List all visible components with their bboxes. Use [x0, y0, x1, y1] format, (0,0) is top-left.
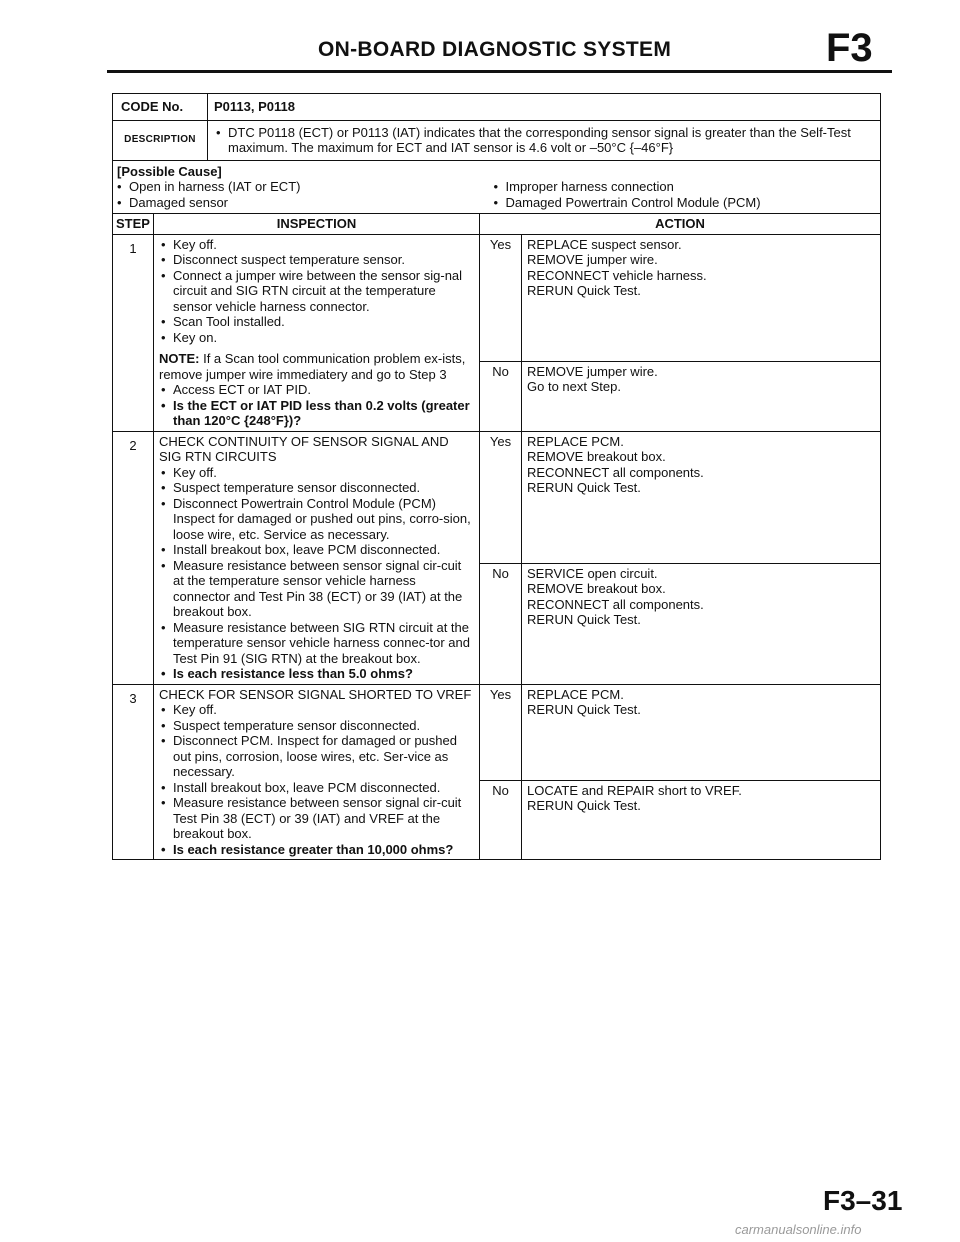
action-cell — [522, 431, 881, 563]
description-text: • DTC P0118 (ECT) or P0113 (IAT) indicates that the corresponding sensor signal is greater than the Self-Test maximum. The maximum for ECT and IAT sensor is 4.6 volt or –50°C {–46°F} — [214, 125, 874, 156]
action-line: RERUN Quick Test. — [527, 702, 641, 717]
step-number: 2 — [113, 431, 154, 684]
diagnostic-table — [112, 93, 881, 860]
header-rule — [107, 70, 892, 73]
code-label: CODE No. — [113, 94, 208, 121]
action-line: RERUN Quick Test. — [527, 480, 641, 495]
action-line: SERVICE open circuit. — [527, 565, 658, 581]
yes-label: Yes — [480, 684, 522, 780]
inspection-item: • Suspect temperature sensor disconnected. — [159, 718, 474, 734]
cause-item: • Damaged Powertrain Control Module (PCM) — [492, 195, 872, 211]
no-label: No — [480, 361, 522, 431]
column-step-header: STEP — [113, 214, 154, 235]
possible-cause-title: [Possible Cause] — [117, 163, 222, 179]
description-row — [113, 120, 881, 160]
table-row — [113, 684, 881, 780]
action-cell — [522, 684, 881, 780]
action-line: REMOVE jumper wire. — [527, 252, 658, 267]
column-action-header: ACTION — [480, 214, 881, 235]
page-number: F3–31 — [823, 1185, 903, 1216]
no-label: No — [480, 780, 522, 860]
action-line: REMOVE breakout box. — [527, 581, 666, 596]
inspection-item: • Key off. — [159, 465, 474, 481]
no-label: No — [480, 563, 522, 684]
inspection-item: • Key on. — [159, 330, 474, 346]
inspection-question: • Is each resistance less than 5.0 ohms? — [159, 666, 474, 682]
action-line: REPLACE PCM. — [527, 433, 624, 449]
possible-cause-cell — [113, 160, 881, 214]
action-line: RERUN Quick Test. — [527, 798, 641, 813]
inspection-item: • Disconnect suspect temperature sensor. — [159, 252, 474, 268]
table-row — [113, 431, 881, 563]
yes-label: Yes — [480, 431, 522, 563]
action-line: REPLACE PCM. — [527, 686, 624, 702]
table-row — [113, 234, 881, 361]
action-cell — [522, 361, 881, 431]
watermark: carmanualsonline.info — [735, 1222, 862, 1237]
code-row — [113, 94, 881, 121]
cause-item: • Damaged sensor — [115, 195, 495, 211]
inspection-item: • Measure resistance between sensor signal cir-cuit at the temperature sensor vehicle harness connector and Test Pin 38 (ECT) or 39 (IAT) at the breakout box. — [159, 558, 474, 620]
code-value: P0113, P0118 — [208, 94, 881, 121]
note-label: NOTE: — [159, 351, 200, 366]
inspection-item: • Suspect temperature sensor disconnected. — [159, 480, 474, 496]
inspection-item: • Measure resistance between SIG RTN circuit at the temperature sensor vehicle harness connec-tor and Test Pin 91 (SIG RTN) at the breakout box. — [159, 620, 474, 667]
action-line: RECONNECT all components. — [527, 464, 704, 480]
action-line: RECONNECT all components. — [527, 596, 704, 612]
action-line: REMOVE jumper wire. — [527, 363, 658, 379]
action-line: LOCATE and REPAIR short to VREF. — [527, 782, 742, 798]
inspection-cell — [154, 684, 480, 860]
inspection-question: • Is each resistance greater than 10,000 ohms? — [159, 842, 474, 858]
inspection-item: • Key off. — [159, 702, 474, 718]
inspection-title: CHECK CONTINUITY OF SENSOR SIGNAL AND SIG RTN CIRCUITS — [159, 433, 449, 464]
action-cell — [522, 234, 881, 361]
inspection-item: • Connect a jumper wire between the sensor sig-nal circuit and SIG RTN circuit at the temperature sensor vehicle harness connector. — [159, 268, 474, 315]
column-header-row — [113, 214, 881, 235]
yes-label: Yes — [480, 234, 522, 361]
description-cell — [208, 120, 881, 160]
cause-item: • Open in harness (IAT or ECT) — [115, 179, 495, 195]
inspection-item: • Install breakout box, leave PCM disconnected. — [159, 780, 474, 796]
inspection-cell — [154, 234, 480, 431]
action-cell — [522, 780, 881, 860]
note-text: If a Scan tool communication problem ex-ists, remove jumper wire immediatery and go to Step 3 — [159, 351, 466, 382]
action-line: RECONNECT vehicle harness. — [527, 267, 707, 283]
inspection-item: • Access ECT or IAT PID. — [159, 382, 474, 398]
possible-cause-row — [113, 160, 881, 214]
action-line: Go to next Step. — [527, 379, 621, 394]
inspection-item: • Install breakout box, leave PCM disconnected. — [159, 542, 474, 558]
note — [159, 351, 474, 382]
inspection-item: • Disconnect PCM. Inspect for damaged or pushed out pins, corrosion, loose wires, etc. Ser-vice as necessary. — [159, 733, 474, 780]
inspection-item: • Measure resistance between sensor signal cir-cuit Test Pin 38 (ECT) or 39 (IAT) and VREF at the breakout box. — [159, 795, 474, 842]
action-line: RERUN Quick Test. — [527, 283, 641, 298]
inspection-item: • Scan Tool installed. — [159, 314, 474, 330]
action-line: RERUN Quick Test. — [527, 612, 641, 627]
inspection-question: • Is the ECT or IAT PID less than 0.2 volts (greater than 120°C {248°F})? — [159, 398, 474, 429]
cause-item: • Improper harness connection — [492, 179, 872, 195]
inspection-item: • Disconnect Powertrain Control Module (PCM) Inspect for damaged or pushed out pins, corro-sion, loose wire, etc. Service as necessary. — [159, 496, 474, 543]
action-cell — [522, 563, 881, 684]
action-line: REPLACE suspect sensor. — [527, 236, 682, 252]
page-title: ON-BOARD DIAGNOSTIC SYSTEM — [318, 38, 672, 61]
inspection-cell — [154, 431, 480, 684]
inspection-title: CHECK FOR SENSOR SIGNAL SHORTED TO VREF — [159, 686, 472, 702]
step-number: 1 — [113, 234, 154, 431]
column-inspection-header: INSPECTION — [154, 214, 480, 235]
description-label: DESCRIPTION — [113, 120, 208, 160]
step-number: 3 — [113, 684, 154, 860]
inspection-item: • Key off. — [159, 237, 474, 253]
section-code: F3 — [826, 26, 873, 70]
action-line: REMOVE breakout box. — [527, 449, 666, 464]
